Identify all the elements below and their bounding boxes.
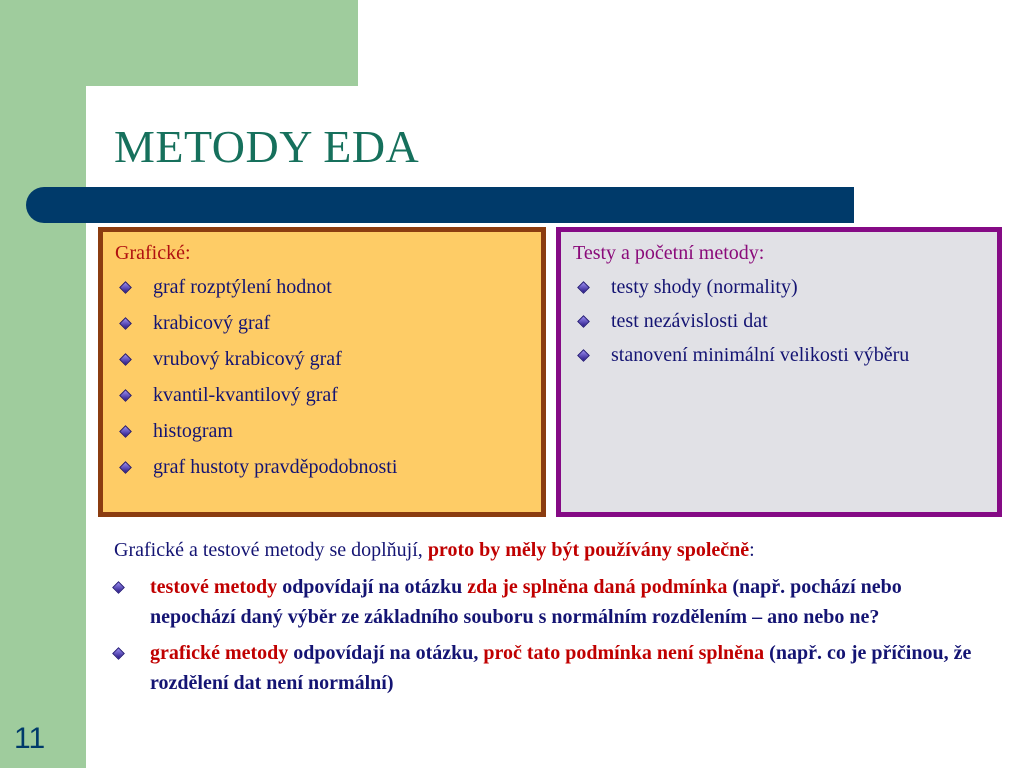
top-green-band (0, 0, 358, 86)
list-item: grafické metody odpovídají na otázku, proč tato podmínka není splněna (např. co je příčinou, že rozdělení dat není normální) (108, 638, 988, 698)
title-underline-bar (26, 187, 854, 223)
test-methods-box (556, 227, 1002, 517)
graphic-methods-list (115, 274, 531, 480)
diamond-bullet-icon (119, 281, 132, 294)
list-item: test nezávislosti dat (573, 308, 987, 334)
list-item: vrubový krabicový graf (115, 346, 531, 372)
diamond-bullet-icon (112, 581, 125, 594)
list-item: graf rozptýlení hodnot (115, 274, 531, 300)
left-green-band (0, 0, 86, 768)
test-methods-list (573, 274, 987, 368)
diamond-bullet-icon (577, 349, 590, 362)
list-item: stanovení minimální velikosti výběru (573, 342, 987, 368)
comparison-list (108, 572, 988, 704)
diamond-bullet-icon (577, 315, 590, 328)
page-number: 11 (14, 722, 46, 755)
list-item: kvantil-kvantilový graf (115, 382, 531, 408)
list-item: testy shody (normality) (573, 274, 987, 300)
list-item: testové metody odpovídají na otázku zda je splněna daná podmínka (např. pochází nebo nepochází daný výběr ze základního souboru s normálním rozdělením – ano nebo ne? (108, 572, 988, 632)
diamond-bullet-icon (119, 317, 132, 330)
graphic-methods-box (98, 227, 546, 517)
intro-sentence: Grafické a testové metody se doplňují, proto by měly být používány společně: (114, 539, 755, 561)
list-item: graf hustoty pravděpodobnosti (115, 454, 531, 480)
diamond-bullet-icon (119, 353, 132, 366)
diamond-bullet-icon (577, 281, 590, 294)
diamond-bullet-icon (119, 389, 132, 402)
slide-title: METODY EDA (114, 121, 420, 172)
graphic-methods-heading: Grafické: (115, 242, 191, 264)
test-methods-heading: Testy a početní metody: (573, 242, 765, 264)
diamond-bullet-icon (112, 647, 125, 660)
list-item: krabicový graf (115, 310, 531, 336)
diamond-bullet-icon (119, 461, 132, 474)
diamond-bullet-icon (119, 425, 132, 438)
list-item: histogram (115, 418, 531, 444)
